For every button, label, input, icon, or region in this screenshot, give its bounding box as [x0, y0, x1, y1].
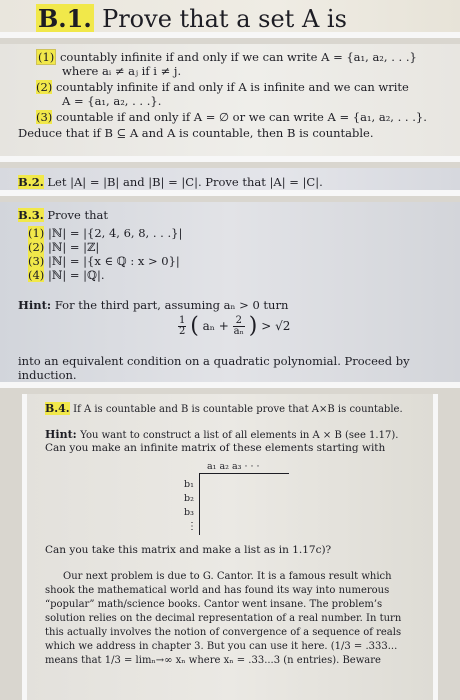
b4-hint-text-1: You want to construct a list of all elements in A × B (see 1.17).	[80, 430, 399, 441]
formula-a-plus: aₙ +	[202, 319, 229, 333]
problem-b1-title	[36, 4, 347, 33]
b1-item-1-text: countably infinite if and only if we can write A = {a₁, a₂, . . .}	[59, 50, 417, 64]
b1-item-1-number: (1)	[38, 50, 55, 64]
b3-hint	[18, 298, 288, 312]
b3-item-3	[28, 254, 180, 268]
b3-item-4-text: |ℕ| = |ℚ|.	[47, 268, 105, 282]
b3-item-2	[28, 240, 99, 254]
formula-half-denominator: 2	[179, 326, 186, 337]
formula-two-numerator: 2	[233, 316, 245, 327]
b1-item-1-continuation: where aᵢ ≠ aⱼ if i ≠ j.	[62, 64, 182, 78]
b1-item-2-continuation: A = {a₁, a₂, . . .}.	[62, 94, 162, 108]
cantor-paragraph-line-6: which we address in chapter 3. But you can use it here. (1/3 = .333...	[45, 641, 398, 652]
cantor-paragraph-line-7: means that 1/3 = limₙ→∞ xₙ where xₙ = .33...3 (n entries). Beware	[45, 655, 381, 666]
problem-b3-label: B.3.	[18, 208, 44, 222]
problem-b3-intro: Prove that	[47, 208, 109, 222]
formula-two-denominator: aₙ	[233, 326, 244, 337]
b3-item-1	[28, 226, 182, 240]
formula-close-paren: )	[248, 313, 258, 339]
b1-item-2-number: (2)	[36, 80, 53, 94]
b3-item-4-number: (4)	[28, 268, 45, 282]
matrix-row-b1: b₁	[184, 479, 194, 490]
formula-half	[178, 316, 186, 337]
b3-item-4	[28, 268, 105, 282]
matrix-row-b2: b₂	[184, 493, 194, 504]
cantor-paragraph-line-2: shook the mathematical world and has found its way into numerous	[45, 585, 390, 596]
problem-b2	[18, 175, 323, 189]
problem-b1-label: B.1.	[38, 4, 92, 33]
b1-item-2-text: countably infinite if and only if A is infinite and we can write	[55, 80, 409, 94]
problem-b3-heading	[18, 208, 108, 222]
b1-item-3-number: (3)	[36, 110, 53, 124]
problem-b2-strip	[0, 168, 460, 196]
b3-hint-label: Hint:	[18, 298, 52, 312]
problem-b4-strip	[22, 394, 438, 700]
b1-item-2	[36, 80, 409, 94]
problem-b3-strip	[0, 202, 460, 388]
matrix-top-rule	[199, 473, 289, 474]
formula-open-paren: (	[190, 313, 199, 339]
problem-b4	[45, 402, 403, 417]
matrix-row-dots: ⋮	[187, 521, 197, 532]
matrix-column-headers: a₁ a₂ a₃ · · ·	[207, 461, 260, 472]
matrix-left-rule	[199, 473, 200, 535]
b4-hint-line-1	[45, 428, 398, 443]
b4-question: Can you take this matrix and make a list as in 1.17c)?	[45, 544, 332, 556]
b3-after-formula-2: induction.	[18, 368, 77, 382]
problem-b1-heading-text: Prove that a set A is	[102, 5, 347, 33]
b1-deduce-statement: Deduce that if B ⊆ A and A is countable, then B is countable.	[18, 126, 374, 140]
formula-two-over-a	[233, 316, 245, 337]
b1-item-3-text: countable if and only if A = ∅ or we can write A = {a₁, a₂, . . .}.	[55, 110, 427, 124]
problem-b4-text: If A is countable and B is countable prove that A×B is countable.	[73, 404, 403, 415]
b3-item-2-number: (2)	[28, 240, 45, 254]
b3-item-1-number: (1)	[28, 226, 45, 240]
problem-b1-header-strip	[0, 0, 460, 38]
matrix-row-b3: b₃	[184, 507, 194, 518]
b4-hint-label: Hint:	[45, 428, 77, 441]
formula-half-numerator: 1	[179, 315, 186, 326]
b3-item-1-text: |ℕ| = |{2, 4, 6, 8, . . .}|	[47, 226, 183, 240]
cantor-paragraph-line-1: Our next problem is due to G. Cantor. It is a famous result which	[63, 571, 392, 582]
b4-hint-line-2: Can you make an infinite matrix of these elements starting with	[45, 442, 386, 454]
cantor-paragraph-line-3: “popular” math/science books. Cantor went insane. The problem’s	[45, 599, 383, 610]
cantor-paragraph-line-5: this actually involves the notion of convergence of a sequence of reals	[45, 627, 402, 638]
b3-after-formula-1: into an equivalent condition on a quadratic polynomial. Proceed by	[18, 354, 410, 368]
b1-item-3	[36, 110, 427, 124]
problem-b1-body-strip	[0, 44, 460, 162]
b3-item-2-text: |ℕ| = |ℤ|	[47, 240, 100, 254]
problem-b2-label: B.2.	[18, 175, 44, 189]
b3-item-3-number: (3)	[28, 254, 45, 268]
formula-rhs: > √2	[261, 319, 291, 333]
b3-hint-text: For the third part, assuming aₙ > 0 turn	[54, 298, 289, 312]
b1-item-1	[36, 50, 417, 64]
b3-formula	[178, 313, 291, 339]
problem-b4-label: B.4.	[45, 402, 70, 415]
cantor-paragraph-line-4: solution relies on the decimal representation of a real number. In turn	[45, 613, 402, 624]
b3-item-3-text: |ℕ| = |{x ∈ ℚ : x > 0}|	[47, 254, 180, 268]
problem-b2-text: Let |A| = |B| and |B| = |C|. Prove that |A| = |C|.	[47, 175, 323, 189]
